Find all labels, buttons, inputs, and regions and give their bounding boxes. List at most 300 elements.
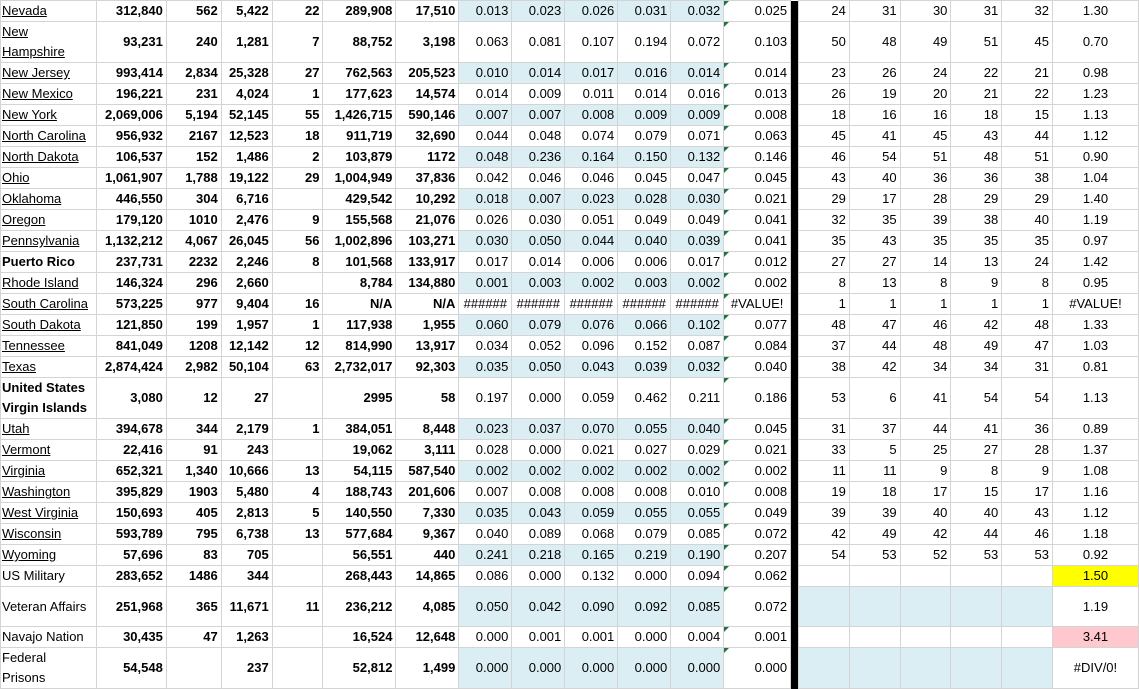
rank5-cell[interactable]: 54 [1002,378,1053,419]
rate3-cell[interactable]: 0.059 [565,378,618,419]
rate2-cell[interactable]: 0.003 [512,273,565,294]
col4-cell[interactable]: 8 [272,252,323,273]
ratio-cell[interactable]: 0.89 [1052,419,1138,440]
col2-cell[interactable]: 1,788 [166,168,221,189]
jurisdiction-cell[interactable] [1,419,97,440]
col2-cell[interactable]: 344 [166,419,221,440]
col5-cell[interactable]: 16,524 [323,627,396,648]
col4-cell[interactable]: 5 [272,503,323,524]
rank4-cell[interactable]: 51 [951,22,1002,63]
total-cases-cell[interactable]: 22,416 [96,440,166,461]
rate3-cell[interactable]: 0.006 [565,252,618,273]
jurisdiction-name[interactable]: New Jersey [2,65,70,80]
col3-cell[interactable]: 1,263 [221,627,272,648]
col3-cell[interactable]: 344 [221,566,272,587]
rate5-cell[interactable]: 0.010 [671,482,724,503]
col3-cell[interactable]: 5,480 [221,482,272,503]
average-cell[interactable] [724,210,791,231]
rank5-cell[interactable]: 35 [1002,231,1053,252]
rate2-cell[interactable]: 0.008 [512,482,565,503]
col4-cell[interactable]: 11 [272,587,323,627]
ratio-cell[interactable]: 0.70 [1052,22,1138,63]
jurisdiction-cell[interactable] [1,231,97,252]
rate4-cell[interactable]: 0.000 [618,648,671,689]
rate1-cell[interactable]: 0.026 [459,210,512,231]
ratio-cell[interactable]: 1.30 [1052,1,1138,22]
col4-cell[interactable]: 1 [272,84,323,105]
rank2-cell[interactable]: 49 [849,524,900,545]
jurisdiction-name[interactable]: New Mexico [2,86,73,101]
rank3-cell[interactable]: 41 [900,378,951,419]
rate4-cell[interactable]: 0.002 [618,461,671,482]
rate2-cell[interactable]: 0.048 [512,126,565,147]
jurisdiction-cell[interactable] [1,482,97,503]
col5-cell[interactable]: 54,115 [323,461,396,482]
jurisdiction-name[interactable]: Veteran Affairs [2,598,87,614]
ratio-cell[interactable]: 1.04 [1052,168,1138,189]
col5-cell[interactable]: 103,879 [323,147,396,168]
jurisdiction-name[interactable]: North Dakota [2,149,79,164]
rank5-cell[interactable]: 44 [1002,126,1053,147]
average-cell[interactable] [724,419,791,440]
jurisdiction-name[interactable]: US Military [2,568,65,583]
rank4-cell[interactable]: 21 [951,84,1002,105]
rate5-cell[interactable]: 0.030 [671,189,724,210]
col6-cell[interactable]: N/A [396,294,459,315]
rate1-cell[interactable]: 0.086 [459,566,512,587]
rank3-cell[interactable] [900,566,951,587]
rank2-cell[interactable]: 35 [849,210,900,231]
rate1-cell[interactable]: 0.017 [459,252,512,273]
col4-cell[interactable]: 1 [272,419,323,440]
rank3-cell[interactable]: 30 [900,1,951,22]
rank4-cell[interactable]: 53 [951,545,1002,566]
rate4-cell[interactable]: 0.008 [618,482,671,503]
rank5-cell[interactable]: 24 [1002,252,1053,273]
rate4-cell[interactable]: 0.000 [618,566,671,587]
rate5-cell[interactable]: 0.000 [671,648,724,689]
rate2-cell[interactable]: 0.009 [512,84,565,105]
rate2-cell[interactable]: 0.000 [512,648,565,689]
jurisdiction-name[interactable]: Virginia [2,463,46,478]
rank1-cell[interactable]: 43 [799,168,850,189]
jurisdiction-name[interactable]: Oregon [2,212,46,227]
col2-cell[interactable]: 1903 [166,482,221,503]
average-cell[interactable] [724,627,791,648]
rate4-cell[interactable]: 0.066 [618,315,671,336]
rate4-cell[interactable]: 0.079 [618,126,671,147]
rate1-cell[interactable]: 0.028 [459,440,512,461]
rank2-cell[interactable]: 47 [849,315,900,336]
rank5-cell[interactable]: 1 [1002,294,1053,315]
rate3-cell[interactable]: 0.046 [565,168,618,189]
rank3-cell[interactable]: 36 [900,168,951,189]
ratio-cell[interactable]: 1.23 [1052,84,1138,105]
average-cell[interactable] [724,1,791,22]
col5-cell[interactable]: 429,542 [323,189,396,210]
col4-cell[interactable]: 9 [272,210,323,231]
total-cases-cell[interactable]: 54,548 [96,648,166,689]
col3-cell[interactable]: 52,145 [221,105,272,126]
rank1-cell[interactable]: 32 [799,210,850,231]
rate1-cell[interactable]: 0.042 [459,168,512,189]
rank3-cell[interactable]: 25 [900,440,951,461]
col5-cell[interactable]: 268,443 [323,566,396,587]
rate3-cell[interactable]: 0.107 [565,22,618,63]
rate1-cell[interactable]: 0.035 [459,357,512,378]
total-cases-cell[interactable]: 237,731 [96,252,166,273]
rank4-cell[interactable]: 18 [951,105,1002,126]
jurisdiction-cell[interactable] [1,147,97,168]
rank5-cell[interactable] [1002,566,1053,587]
rank3-cell[interactable]: 45 [900,126,951,147]
col3-cell[interactable]: 243 [221,440,272,461]
rank2-cell[interactable]: 39 [849,503,900,524]
rate5-cell[interactable]: 0.071 [671,126,724,147]
col2-cell[interactable]: 1,340 [166,461,221,482]
rate1-cell[interactable]: 0.050 [459,587,512,627]
rank1-cell[interactable]: 48 [799,315,850,336]
rate5-cell[interactable]: 0.094 [671,566,724,587]
rank1-cell[interactable]: 19 [799,482,850,503]
rank5-cell[interactable]: 48 [1002,315,1053,336]
rank1-cell[interactable]: 38 [799,357,850,378]
average-cell[interactable] [724,147,791,168]
ratio-cell[interactable]: 3.41 [1052,627,1138,648]
rank1-cell[interactable]: 31 [799,419,850,440]
col6-cell[interactable]: 10,292 [396,189,459,210]
jurisdiction-cell[interactable] [1,315,97,336]
jurisdiction-cell[interactable] [1,357,97,378]
rank5-cell[interactable]: 53 [1002,545,1053,566]
rate4-cell[interactable]: 0.462 [618,378,671,419]
col5-cell[interactable]: 289,908 [323,1,396,22]
average-cell[interactable] [724,440,791,461]
jurisdiction-cell[interactable] [1,22,97,63]
col4-cell[interactable]: 7 [272,22,323,63]
col2-cell[interactable]: 562 [166,1,221,22]
col3-cell[interactable]: 2,813 [221,503,272,524]
col6-cell[interactable]: 37,836 [396,168,459,189]
jurisdiction-cell[interactable] [1,84,97,105]
rank4-cell[interactable]: 54 [951,378,1002,419]
average-cell[interactable] [724,461,791,482]
jurisdiction-name[interactable]: Oklahoma [2,191,62,206]
col5-cell[interactable]: 88,752 [323,22,396,63]
rank5-cell[interactable]: 9 [1002,461,1053,482]
rank2-cell[interactable]: 53 [849,545,900,566]
rate4-cell[interactable]: 0.055 [618,503,671,524]
rate1-cell[interactable]: 0.000 [459,648,512,689]
average-cell[interactable] [724,126,791,147]
rate4-cell[interactable]: 0.028 [618,189,671,210]
rate5-cell[interactable]: 0.014 [671,63,724,84]
col3-cell[interactable]: 10,666 [221,461,272,482]
rate2-cell[interactable]: 0.014 [512,63,565,84]
rate3-cell[interactable]: 0.164 [565,147,618,168]
rank5-cell[interactable]: 17 [1002,482,1053,503]
col4-cell[interactable]: 22 [272,1,323,22]
rank5-cell[interactable]: 38 [1002,168,1053,189]
average-cell[interactable] [724,336,791,357]
total-cases-cell[interactable]: 196,221 [96,84,166,105]
col6-cell[interactable]: 92,303 [396,357,459,378]
col6-cell[interactable]: 133,917 [396,252,459,273]
rate2-cell[interactable]: 0.007 [512,105,565,126]
col3-cell[interactable]: 25,328 [221,63,272,84]
rate3-cell[interactable]: 0.001 [565,627,618,648]
col2-cell[interactable]: 152 [166,147,221,168]
col3-cell[interactable]: 19,122 [221,168,272,189]
rate2-cell[interactable]: 0.042 [512,587,565,627]
rank2-cell[interactable]: 27 [849,252,900,273]
rank1-cell[interactable] [799,587,850,627]
col5-cell[interactable]: 577,684 [323,524,396,545]
rank5-cell[interactable]: 51 [1002,147,1053,168]
jurisdiction-cell[interactable] [1,440,97,461]
jurisdiction-cell[interactable] [1,566,97,587]
rate4-cell[interactable]: 0.219 [618,545,671,566]
rate1-cell[interactable]: 0.001 [459,273,512,294]
average-cell[interactable] [724,22,791,63]
total-cases-cell[interactable]: 394,678 [96,419,166,440]
col6-cell[interactable]: 1,499 [396,648,459,689]
rank1-cell[interactable] [799,648,850,689]
col5-cell[interactable]: 1,426,715 [323,105,396,126]
col4-cell[interactable] [272,273,323,294]
rank5-cell[interactable] [1002,627,1053,648]
rank4-cell[interactable] [951,587,1002,627]
rate5-cell[interactable]: 0.017 [671,252,724,273]
rank5-cell[interactable] [1002,648,1053,689]
rate1-cell[interactable]: 0.000 [459,627,512,648]
rate1-cell[interactable]: ###### [459,294,512,315]
rate3-cell[interactable]: 0.090 [565,587,618,627]
rank3-cell[interactable]: 46 [900,315,951,336]
rank2-cell[interactable] [849,566,900,587]
rate4-cell[interactable]: 0.045 [618,168,671,189]
rank4-cell[interactable]: 41 [951,419,1002,440]
rank1-cell[interactable]: 37 [799,336,850,357]
rate5-cell[interactable]: 0.016 [671,84,724,105]
jurisdiction-name[interactable]: Puerto Rico [2,254,75,269]
col5-cell[interactable]: 1,002,896 [323,231,396,252]
jurisdiction-name[interactable]: Nevada [2,3,47,18]
ratio-cell[interactable]: 1.40 [1052,189,1138,210]
rate3-cell[interactable]: 0.132 [565,566,618,587]
col6-cell[interactable]: 205,523 [396,63,459,84]
col4-cell[interactable] [272,648,323,689]
ratio-cell[interactable]: 1.19 [1052,587,1138,627]
average-cell[interactable] [724,648,791,689]
rate4-cell[interactable]: 0.006 [618,252,671,273]
rate1-cell[interactable]: 0.035 [459,503,512,524]
jurisdiction-cell[interactable] [1,105,97,126]
rate3-cell[interactable]: 0.011 [565,84,618,105]
rank2-cell[interactable]: 18 [849,482,900,503]
rate4-cell[interactable]: 0.016 [618,63,671,84]
rate2-cell[interactable]: ###### [512,294,565,315]
jurisdiction-cell[interactable] [1,189,97,210]
col6-cell[interactable]: 3,111 [396,440,459,461]
ratio-cell[interactable]: 1.16 [1052,482,1138,503]
ratio-cell[interactable]: 1.33 [1052,315,1138,336]
rank2-cell[interactable]: 54 [849,147,900,168]
col2-cell[interactable]: 12 [166,378,221,419]
rate2-cell[interactable]: 0.000 [512,378,565,419]
col6-cell[interactable]: 587,540 [396,461,459,482]
rate3-cell[interactable]: 0.026 [565,1,618,22]
col6-cell[interactable]: 8,448 [396,419,459,440]
rank4-cell[interactable]: 38 [951,210,1002,231]
rank5-cell[interactable]: 32 [1002,1,1053,22]
rank2-cell[interactable]: 42 [849,357,900,378]
rank4-cell[interactable]: 1 [951,294,1002,315]
rank3-cell[interactable]: 20 [900,84,951,105]
rank5-cell[interactable]: 31 [1002,357,1053,378]
jurisdiction-name[interactable]: North Carolina [2,128,86,143]
rank5-cell[interactable]: 36 [1002,419,1053,440]
total-cases-cell[interactable]: 30,435 [96,627,166,648]
rank1-cell[interactable]: 45 [799,126,850,147]
ratio-cell[interactable]: 1.13 [1052,105,1138,126]
jurisdiction-cell[interactable] [1,627,97,648]
rank5-cell[interactable]: 8 [1002,273,1053,294]
rate3-cell[interactable]: 0.023 [565,189,618,210]
col2-cell[interactable]: 2,834 [166,63,221,84]
col3-cell[interactable]: 237 [221,648,272,689]
ratio-cell[interactable]: 0.92 [1052,545,1138,566]
average-cell[interactable] [724,63,791,84]
col6-cell[interactable]: 12,648 [396,627,459,648]
col4-cell[interactable] [272,189,323,210]
col6-cell[interactable]: 3,198 [396,22,459,63]
rank1-cell[interactable]: 24 [799,1,850,22]
rate1-cell[interactable]: 0.010 [459,63,512,84]
col6-cell[interactable]: 7,330 [396,503,459,524]
rank1-cell[interactable]: 18 [799,105,850,126]
rate5-cell[interactable]: 0.102 [671,315,724,336]
rate3-cell[interactable]: 0.096 [565,336,618,357]
total-cases-cell[interactable]: 573,225 [96,294,166,315]
total-cases-cell[interactable]: 956,932 [96,126,166,147]
col4-cell[interactable] [272,566,323,587]
jurisdiction-name[interactable]: United States Virgin Islands [2,380,88,415]
rate5-cell[interactable]: 0.002 [671,273,724,294]
rank4-cell[interactable]: 29 [951,189,1002,210]
average-cell[interactable] [724,252,791,273]
rate3-cell[interactable]: 0.000 [565,648,618,689]
rank1-cell[interactable]: 26 [799,84,850,105]
rate4-cell[interactable]: 0.079 [618,524,671,545]
rate3-cell[interactable]: 0.165 [565,545,618,566]
rank2-cell[interactable] [849,627,900,648]
rank3-cell[interactable]: 34 [900,357,951,378]
rank1-cell[interactable]: 53 [799,378,850,419]
jurisdiction-cell[interactable] [1,336,97,357]
ratio-cell[interactable]: #DIV/0! [1052,648,1138,689]
average-cell[interactable] [724,524,791,545]
rank1-cell[interactable]: 1 [799,294,850,315]
col5-cell[interactable]: 384,051 [323,419,396,440]
rank4-cell[interactable]: 43 [951,126,1002,147]
ratio-cell[interactable]: 1.42 [1052,252,1138,273]
rate5-cell[interactable]: 0.032 [671,1,724,22]
rank2-cell[interactable]: 48 [849,22,900,63]
col4-cell[interactable]: 1 [272,315,323,336]
rank4-cell[interactable]: 31 [951,1,1002,22]
rank2-cell[interactable] [849,648,900,689]
col4-cell[interactable]: 29 [272,168,323,189]
rank4-cell[interactable]: 49 [951,336,1002,357]
rate1-cell[interactable]: 0.063 [459,22,512,63]
rate4-cell[interactable]: 0.003 [618,273,671,294]
jurisdiction-cell[interactable] [1,503,97,524]
col5-cell[interactable]: 52,812 [323,648,396,689]
jurisdiction-name[interactable]: Wyoming [2,547,57,562]
rank3-cell[interactable] [900,627,951,648]
rank4-cell[interactable]: 27 [951,440,1002,461]
rate3-cell[interactable]: 0.002 [565,273,618,294]
rank2-cell[interactable]: 41 [849,126,900,147]
col4-cell[interactable]: 18 [272,126,323,147]
rank2-cell[interactable]: 31 [849,1,900,22]
col5-cell[interactable]: 814,990 [323,336,396,357]
col5-cell[interactable]: 8,784 [323,273,396,294]
col3-cell[interactable]: 2,476 [221,210,272,231]
jurisdiction-name[interactable]: Rhode Island [2,275,79,290]
rate3-cell[interactable]: 0.008 [565,482,618,503]
col5-cell[interactable]: 101,568 [323,252,396,273]
col5-cell[interactable]: 911,719 [323,126,396,147]
rank3-cell[interactable]: 48 [900,336,951,357]
ratio-cell[interactable]: 1.19 [1052,210,1138,231]
rate4-cell[interactable]: 0.000 [618,627,671,648]
col4-cell[interactable] [272,378,323,419]
col6-cell[interactable]: 1,955 [396,315,459,336]
jurisdiction-cell[interactable] [1,648,97,689]
average-cell[interactable] [724,84,791,105]
rank5-cell[interactable]: 45 [1002,22,1053,63]
jurisdiction-name[interactable]: South Dakota [2,317,81,332]
rank2-cell[interactable]: 16 [849,105,900,126]
rank3-cell[interactable]: 49 [900,22,951,63]
col2-cell[interactable]: 1486 [166,566,221,587]
col5-cell[interactable]: 56,551 [323,545,396,566]
rank1-cell[interactable]: 8 [799,273,850,294]
col2-cell[interactable]: 405 [166,503,221,524]
rate1-cell[interactable]: 0.013 [459,1,512,22]
rate2-cell[interactable]: 0.000 [512,566,565,587]
rank3-cell[interactable]: 16 [900,105,951,126]
rank2-cell[interactable]: 13 [849,273,900,294]
rate2-cell[interactable]: 0.014 [512,252,565,273]
rank5-cell[interactable]: 22 [1002,84,1053,105]
rank2-cell[interactable]: 6 [849,378,900,419]
ratio-cell[interactable]: 1.08 [1052,461,1138,482]
rank3-cell[interactable] [900,587,951,627]
col4-cell[interactable]: 16 [272,294,323,315]
rank3-cell[interactable]: 52 [900,545,951,566]
total-cases-cell[interactable]: 93,231 [96,22,166,63]
rank1-cell[interactable]: 27 [799,252,850,273]
rank2-cell[interactable]: 43 [849,231,900,252]
rank5-cell[interactable]: 40 [1002,210,1053,231]
average-cell[interactable] [724,168,791,189]
jurisdiction-cell[interactable] [1,252,97,273]
rate2-cell[interactable]: 0.000 [512,440,565,461]
rate1-cell[interactable]: 0.023 [459,419,512,440]
